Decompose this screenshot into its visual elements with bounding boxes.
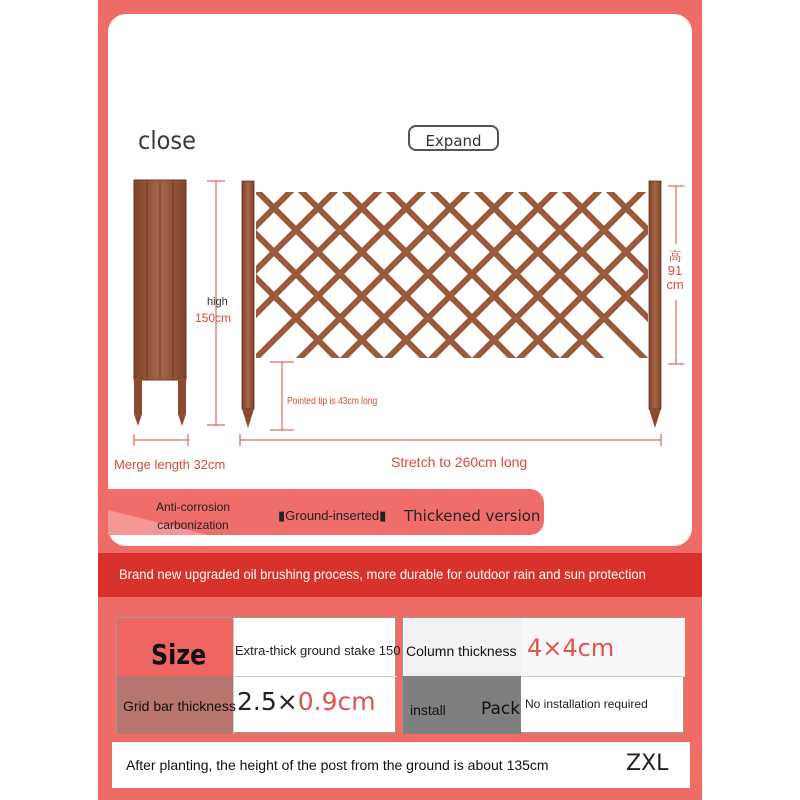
stretch-dimension xyxy=(240,434,661,446)
column-label: Column thickness xyxy=(406,643,517,659)
feature-thickened: Thickened version xyxy=(404,507,541,525)
feature-anti-corrosion: Anti-corrosion carbonization xyxy=(155,500,231,532)
height-91-label xyxy=(664,250,686,292)
gridbar-value-b: 0.9cm xyxy=(297,687,376,716)
height-unit: cm xyxy=(666,277,684,292)
gridbar-label: Grid bar thickness xyxy=(123,698,236,714)
merge-length-dimension xyxy=(134,434,188,446)
stretch-label: Stretch to 260cm long xyxy=(391,454,528,470)
expand-state-label: Expand xyxy=(408,125,499,151)
close-state-label: close xyxy=(138,126,196,155)
high-label: high xyxy=(207,296,228,308)
merge-length-label: Merge length 32cm xyxy=(114,457,226,472)
size-label: Size xyxy=(151,638,207,671)
height-number: 91 xyxy=(667,263,683,278)
pointed-tip-label: Pointed tip is 43cm long xyxy=(287,396,378,407)
feature-ground-inserted: ▮Ground-inserted▮ xyxy=(278,508,387,523)
size-value: Extra-thick ground stake 150 xyxy=(235,643,401,658)
height-cn-char: 高 xyxy=(668,249,682,264)
footer-note: After planting, the height of the post from the ground is about 135cm xyxy=(126,757,549,773)
pack-label: Pack xyxy=(481,699,521,719)
closed-fence xyxy=(134,180,186,426)
column-value: 4×4cm xyxy=(527,634,615,662)
process-banner-text: Brand new upgraded oil brushing process, more durable for outdoor rain and sun protection xyxy=(119,566,646,582)
install-label: install xyxy=(410,702,446,718)
high-value: 150cm xyxy=(195,311,232,325)
model-code: ZXL xyxy=(626,751,669,776)
gridbar-value xyxy=(237,687,376,716)
gridbar-value-a: 2.5× xyxy=(237,687,298,716)
install-value: No installation required xyxy=(525,697,648,711)
